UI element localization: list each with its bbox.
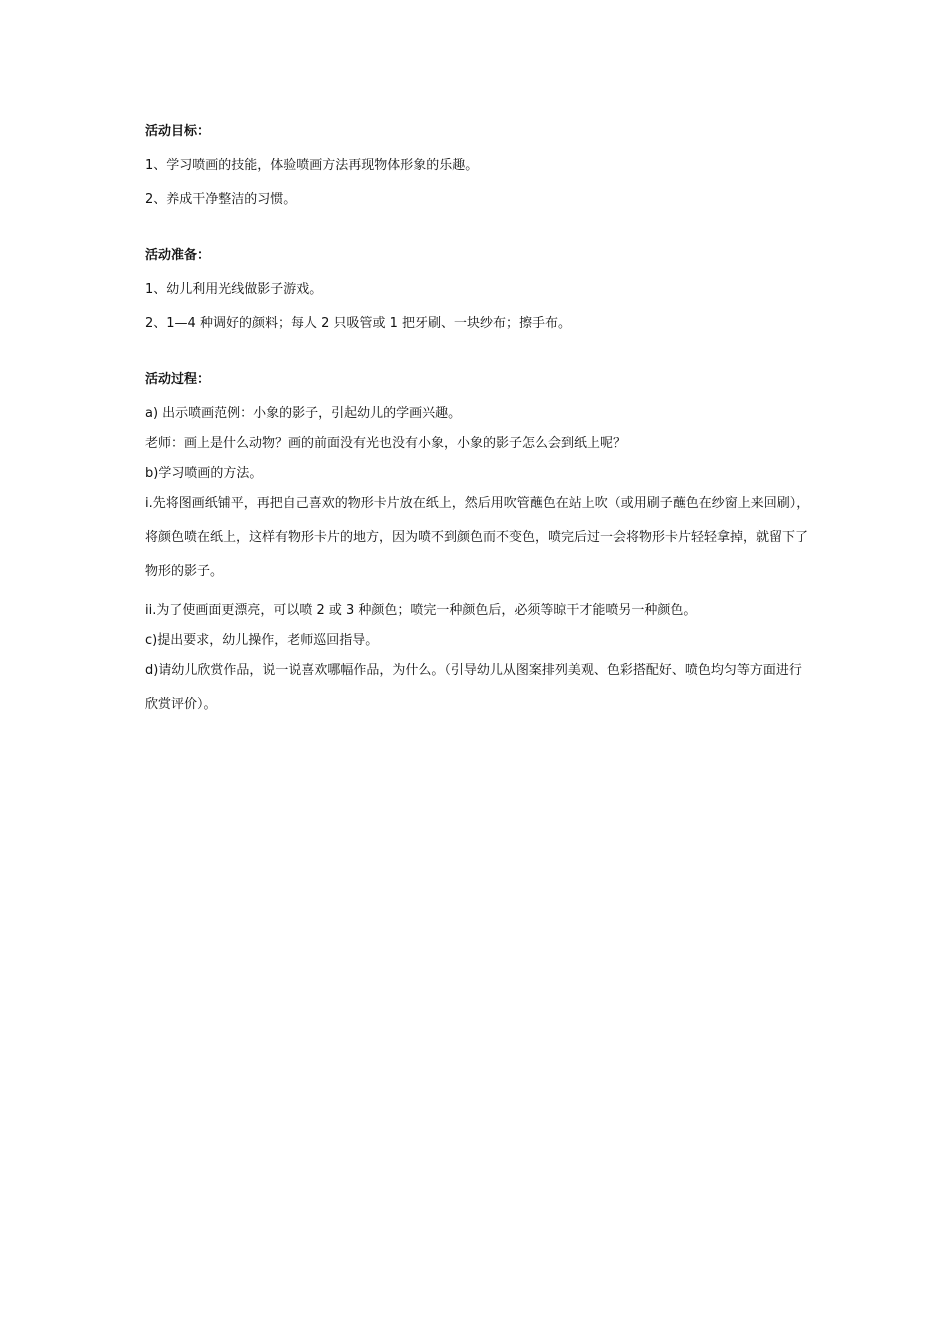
section-title-process: 活动过程：	[145, 372, 211, 387]
section-prep	[145, 246, 810, 334]
process-step-c: c)提出要求，幼儿操作，老师巡回指导。	[145, 633, 379, 648]
prep-item-2: 2、1—4 种调好的颜料；每人 2 只吸管或 1 把牙刷、一块纱布；擦手布。	[145, 316, 572, 331]
process-teacher-question: 老师：画上是什么动物？画的前面没有光也没有小象，小象的影子怎么会到纸上呢？	[145, 436, 627, 451]
process-step-a: a) 出示喷画范例：小象的影子，引起幼儿的学画兴趣。	[145, 406, 462, 421]
process-step-b-i: i.先将图画纸铺平，再把自己喜欢的物形卡片放在纸上，然后用吹管蘸色在站上吹（或用刷子蘸色在纱窗上来回刷），将颜色喷在纸上，这样有物形卡片的地方，因为喷不到颜色而不变色，喷完后过一会将物形卡片轻轻拿掉，就留下了物形的影子。	[145, 496, 810, 579]
process-step-b: b)学习喷画的方法。	[145, 466, 263, 481]
goal-item-2: 2、养成干净整洁的习惯。	[145, 192, 297, 207]
section-title-prep: 活动准备：	[145, 248, 211, 263]
document-body	[145, 122, 810, 758]
section-goals	[145, 122, 810, 210]
process-step-d: d)请幼儿欣赏作品，说一说喜欢哪幅作品，为什么。（引导幼儿从图案排列美观、色彩搭配好、喷色均匀等方面进行欣赏评价）。	[145, 663, 802, 712]
goal-item-1: 1、学习喷画的技能，体验喷画方法再现物体形象的乐趣。	[145, 158, 479, 173]
section-process	[145, 370, 810, 722]
process-step-b-ii: ii.为了使画面更漂亮，可以喷 2 或 3 种颜色；喷完一种颜色后，必须等晾干才能喷另一种颜色。	[145, 603, 697, 618]
section-title-goals: 活动目标：	[145, 124, 211, 139]
prep-item-1: 1、幼儿利用光线做影子游戏。	[145, 282, 323, 297]
